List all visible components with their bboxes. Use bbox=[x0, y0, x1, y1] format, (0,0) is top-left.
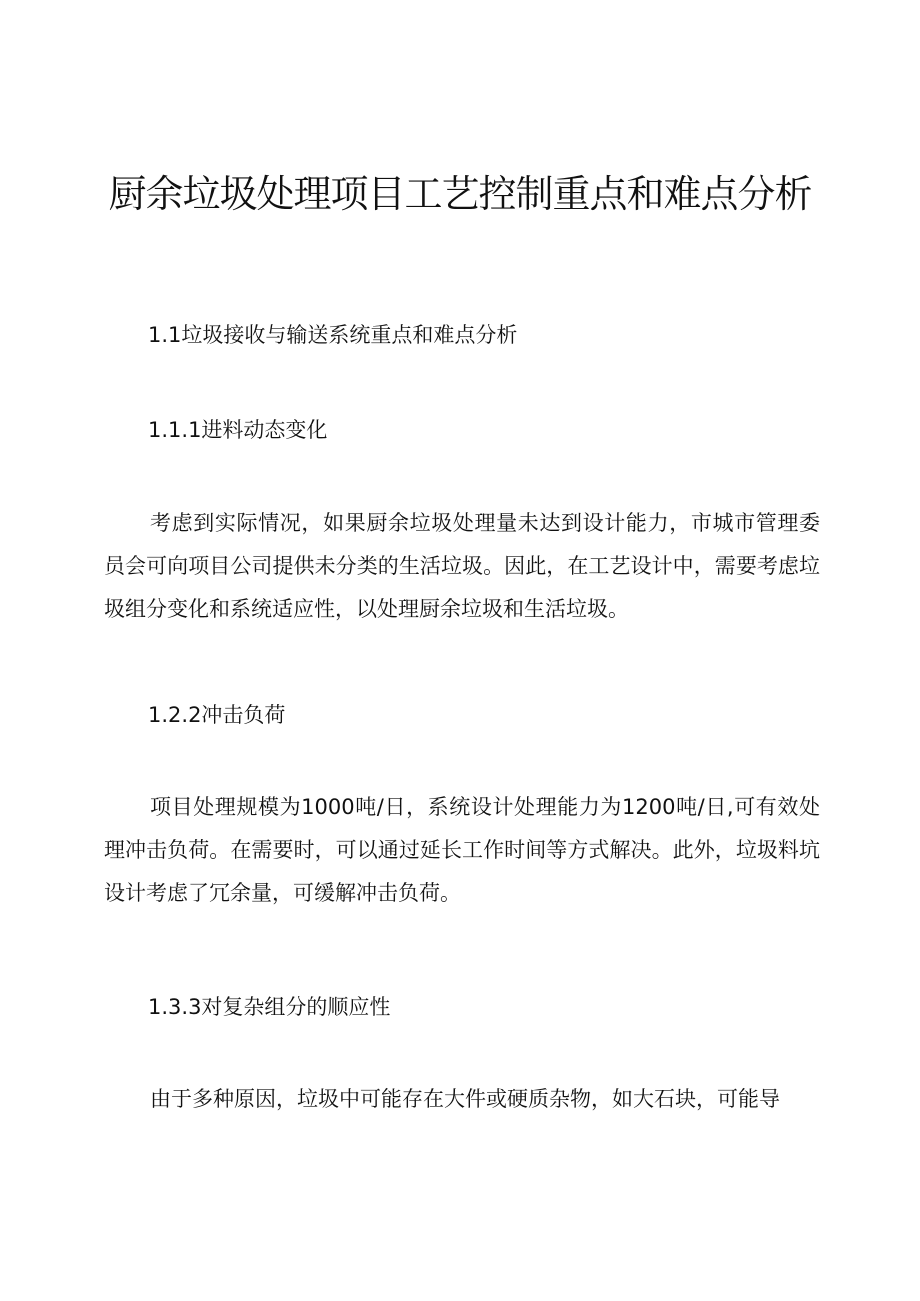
paragraph-feed-variation: 考虑到实际情况，如果厨余垃圾处理量未达到设计能力，市城市管理委员会可向项目公司提供未分类的生活垃圾。因此，在工艺设计中，需要考虑垃圾组分变化和系统适应性，以处理厨余垃圾和生活垃圾。 bbox=[104, 511, 820, 621]
paragraph-complex-components: 由于多种原因，垃圾中可能存在大件或硬质杂物，如大石块，可能导 bbox=[150, 1087, 780, 1111]
section-heading-1-1: 1.1垃圾接收与输送系统重点和难点分析 bbox=[148, 323, 518, 347]
document-title: 厨余垃圾处理项目工艺控制重点和难点分析 bbox=[108, 172, 812, 216]
section-heading-1-1-1: 1.1.1进料动态变化 bbox=[148, 418, 328, 442]
paragraph-shock-load: 项目处理规模为1000吨/日，系统设计处理能力为1200吨/日,可有效处理冲击负荷。在需要时，可以通过延长工作时间等方式解决。此外，垃圾料坑设计考虑了冗余量，可缓解冲击负荷。 bbox=[104, 795, 820, 905]
section-heading-1-3-3: 1.3.3对复杂组分的顺应性 bbox=[148, 995, 391, 1019]
section-heading-1-2-2: 1.2.2冲击负荷 bbox=[148, 703, 286, 727]
